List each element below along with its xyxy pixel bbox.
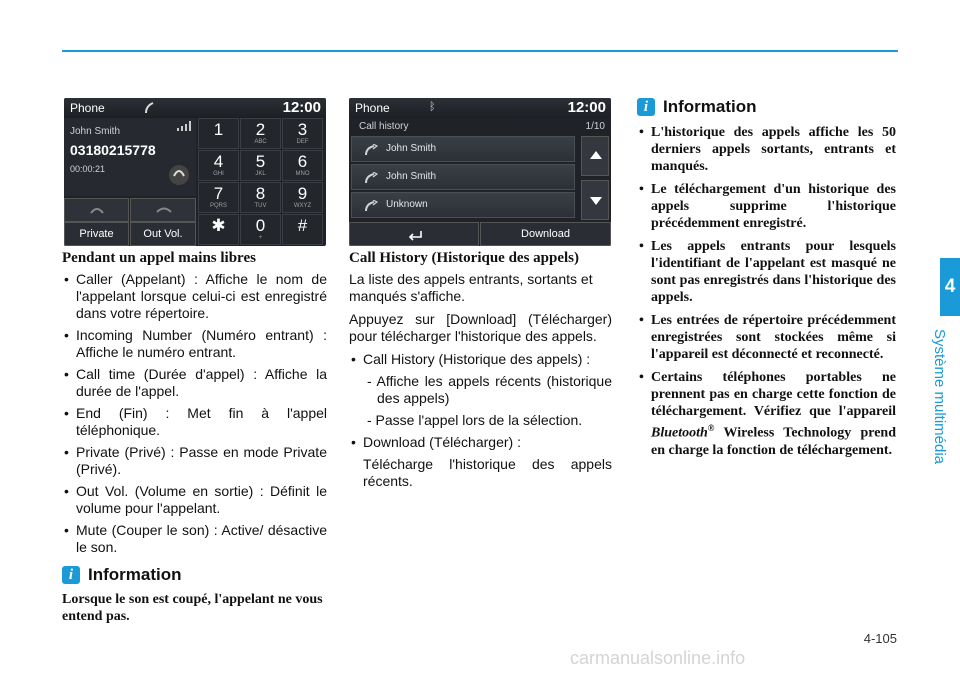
- keypad-key[interactable]: [282, 182, 323, 213]
- keypad-digit: 2: [255, 120, 266, 139]
- keypad-key[interactable]: [240, 214, 281, 245]
- keypad-digit: 6: [297, 152, 308, 171]
- keypad-digit: 0: [255, 216, 266, 235]
- scroll-up-button[interactable]: [581, 136, 609, 176]
- keypad-letters: PQRS: [209, 203, 227, 209]
- handsfree-bullets: [62, 271, 327, 556]
- column-2: [349, 250, 612, 490]
- mute-button[interactable]: [130, 198, 196, 222]
- keypad-letters: WXYZ: [293, 203, 312, 209]
- keypad-digit: 9: [297, 184, 308, 203]
- screen-title: Phone: [70, 101, 105, 115]
- info-heading: [637, 97, 896, 117]
- handsfree-bullet: • Call time (Durée d'appel) : Affiche la durée de l'appel.: [62, 366, 327, 400]
- call-history-intro: La liste des appels entrants, sortants et manqués s'affiche.: [349, 271, 593, 304]
- call-history-heading: Call History (Historique des appels): [349, 250, 580, 266]
- arrow-down-icon: [590, 197, 602, 205]
- incoming-number: 03180215778: [70, 142, 156, 158]
- call-history-sub-2: - Passe l'appel lors de la sélection.: [367, 412, 583, 428]
- download-bullet-text: Télécharge l'historique des appels récents.: [363, 456, 612, 489]
- call-type-icon: [364, 200, 378, 212]
- history-screen-header: [349, 98, 611, 118]
- end-call-icon: [89, 205, 105, 215]
- screen-clock: 12:00: [567, 99, 606, 116]
- history-info-bullet: • L'historique des appels affiche les 50 derniers appels sortants, entrants et manqués.: [637, 124, 896, 175]
- handsfree-bullet: • Private (Privé) : Passe en mode Private (Privé).: [62, 444, 327, 478]
- keypad-digit: ✱: [211, 216, 226, 235]
- caller-panel: [64, 118, 196, 196]
- keypad-key[interactable]: [282, 118, 323, 149]
- bluetooth-icon: ᛒ: [429, 101, 436, 113]
- arrow-up-icon: [590, 151, 602, 159]
- handsfree-bullet: • Caller (Appelant) : Affiche le nom de l'appelant lorsque celui-ci est enregistré dans votre répertoire.: [62, 271, 327, 322]
- keypad-digit: 4: [213, 152, 224, 171]
- screen-title: Phone: [355, 101, 390, 115]
- page-number: 4-105: [863, 631, 897, 646]
- phone-handset-icon: [144, 102, 156, 114]
- keypad-letters: MNO: [295, 171, 310, 177]
- column-3: [637, 97, 896, 459]
- watermark: carmanualsonline.info: [570, 648, 746, 668]
- scroll-down-button[interactable]: [581, 180, 609, 220]
- caller-name: John Smith: [70, 126, 121, 137]
- handsfree-heading: Pendant un appel mains libres: [62, 250, 256, 266]
- history-info-bullet: • Le téléchargement d'un historique des appels supprime l'historique précédemment enregistré.: [637, 181, 896, 232]
- keypad-letters: JKL: [255, 171, 266, 177]
- history-entry-name: John Smith: [386, 171, 437, 182]
- info-icon: i: [62, 566, 80, 584]
- keypad-key[interactable]: [282, 150, 323, 181]
- keypad-digit: #: [297, 216, 308, 235]
- screen-clock: 12:00: [282, 99, 321, 116]
- keypad-letters: GHI: [213, 171, 224, 177]
- keypad: [198, 118, 326, 246]
- chapter-tab: 4: [940, 258, 960, 316]
- call-type-icon: [364, 144, 378, 156]
- signal-icon: [176, 121, 192, 131]
- handsfree-bullet: • Mute (Couper le son) : Active/ désactive le son.: [62, 522, 327, 556]
- call-duration: 00:00:21: [70, 164, 106, 174]
- back-button[interactable]: [349, 222, 479, 246]
- keypad-key[interactable]: [240, 150, 281, 181]
- call-history-bullets: [349, 351, 612, 490]
- call-type-icon: [364, 172, 378, 184]
- keypad-key[interactable]: [282, 214, 323, 245]
- private-button[interactable]: Private: [64, 222, 129, 246]
- history-info-bullet: • Certains téléphones portables ne prennent pas en charge cette fonction de téléchargement. Vérifiez que l'appareil Bluetooth® Wireless Technology prend en charge la fonction de téléchargement.: [637, 369, 896, 459]
- history-info-bullet: • Les appels entrants pour lesquels l'identifiant de l'appelant est masqué ne sont pas enregistrés dans l'historique des appels.: [637, 238, 896, 306]
- column-1: [62, 250, 327, 625]
- top-rule: [62, 50, 898, 52]
- keypad-letters: DEF: [296, 139, 309, 145]
- keypad-letters: +: [258, 235, 263, 241]
- out-vol-button[interactable]: Out Vol.: [130, 222, 196, 246]
- chapter-title: Système multimédia: [931, 328, 949, 464]
- keypad-letters: ABC: [254, 139, 267, 145]
- keypad-digit: 5: [255, 152, 266, 171]
- info-title: Information: [88, 565, 182, 584]
- mute-info-text: Lorsque le son est coupé, l'appelant ne vous entend pas.: [62, 592, 323, 624]
- keypad-key[interactable]: [240, 118, 281, 149]
- call-history-sub-1: - Affiche les appels récents (historique des appels): [367, 373, 612, 406]
- download-bullet: Download (Télécharger) :: [363, 434, 521, 450]
- end-call-button[interactable]: [64, 198, 129, 222]
- call-history-subtitle: Call history: [359, 121, 409, 132]
- call-screen: [64, 98, 326, 246]
- keypad-digit: 3: [297, 120, 308, 139]
- keypad-digit: 1: [213, 120, 224, 139]
- history-info-bullet: • Les entrées de répertoire précédemment enregistrées sont stockées même si l'appareil est déconnecté et reconnecté.: [637, 312, 896, 363]
- handsfree-bullet: • Incoming Number (Numéro entrant) : Affiche le numéro entrant.: [62, 327, 327, 361]
- keypad-digit: 7: [213, 184, 224, 203]
- headset-icon: [168, 162, 190, 188]
- keypad-key[interactable]: [198, 118, 239, 149]
- handsfree-bullet: • End (Fin) : Met fin à l'appel téléphonique.: [62, 405, 327, 439]
- keypad-key[interactable]: [198, 182, 239, 213]
- history-entry[interactable]: [351, 192, 575, 218]
- history-info-bullets: [637, 124, 896, 459]
- history-entry[interactable]: [351, 136, 575, 162]
- handsfree-bullet: • Out Vol. (Volume en sortie) : Définit le volume pour l'appelant.: [62, 483, 327, 517]
- call-history-screen: [349, 98, 611, 246]
- keypad-letters: TUV: [254, 203, 267, 209]
- info-heading: [62, 565, 327, 585]
- call-history-bullet: Call History (Historique des appels) :: [363, 351, 591, 367]
- download-instruction: Appuyez sur [Download] (Télécharger) pour télécharger l'historique des appels.: [349, 311, 612, 344]
- history-entry-name: Unknown: [386, 199, 428, 210]
- keypad-digit: 8: [255, 184, 266, 203]
- info-icon: i: [637, 98, 655, 116]
- call-screen-header: [64, 98, 326, 118]
- keypad-key[interactable]: [198, 150, 239, 181]
- history-page-indicator: 1/10: [585, 121, 605, 132]
- keypad-key[interactable]: [240, 182, 281, 213]
- info-title: Information: [663, 97, 757, 116]
- history-list: [351, 136, 577, 220]
- keypad-key[interactable]: [198, 214, 239, 245]
- history-entry[interactable]: [351, 164, 575, 190]
- back-arrow-icon: [407, 229, 423, 241]
- mute-icon: [155, 206, 173, 216]
- history-entry-name: John Smith: [386, 143, 437, 154]
- download-button[interactable]: Download: [480, 222, 611, 246]
